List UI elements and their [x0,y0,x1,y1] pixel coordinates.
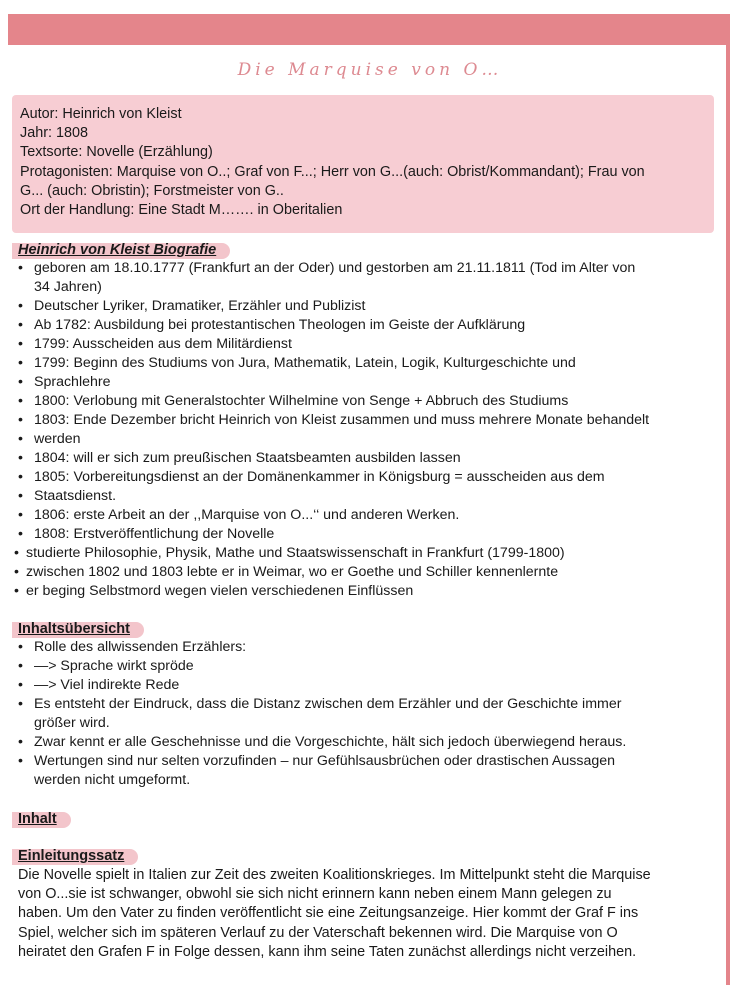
info-setting: Ort der Handlung: Eine Stadt M……. in Oberitalien [20,202,343,219]
list-item: • Wertungen sind nur selten vorzufinden – nur Gefühlsausbrüchen oder drastischen Aussagen [18,753,616,769]
list-item: • 1799: Ausscheiden aus dem Militärdienst [18,336,292,352]
header-bar [8,14,728,45]
list-item: • 1803: Ende Dezember bricht Heinrich von Kleist zusammen und muss mehrere Monate behandelt [18,412,650,428]
overview-list [12,638,728,790]
bullet-icon: • [18,317,23,333]
info-year: Jahr: 1808 [20,125,89,142]
intro-heading: Einleitungssatz [12,847,138,865]
list-item: • 1805: Vorbereitungsdienst an der Domänenkammer in Königsburg = ausscheiden aus dem [18,469,605,485]
bio-heading: Heinrich von Kleist Biografie [12,241,230,259]
intro-paragraph [18,866,718,962]
list-item: • Es entsteht der Eindruck, dass die Distanz zwischen dem Erzähler und der Geschichte immer [18,696,622,712]
list-item: 34 Jahren) [34,279,102,295]
list-item: • zwischen 1802 und 1803 lebte er in Weimar, wo er Goethe und Schiller kennenlernte [14,564,559,580]
content-section [12,810,728,828]
bullet-icon: • [18,677,23,693]
bullet-icon: • [18,734,23,750]
bullet-icon: • [14,545,19,561]
info-protagonists-cont: G... (auch: Obristin); Forstmeister von G.. [20,182,284,199]
list-item: werden nicht umgeformt. [34,772,191,788]
bullet-icon: • [18,507,23,523]
bullet-icon: • [18,336,23,352]
bullet-icon: • [18,355,23,371]
overview-heading: Inhaltsübersicht [12,620,144,638]
bio-list [12,259,728,601]
overview-section [12,620,728,790]
list-item: • 1806: erste Arbeit an der ,,Marquise von O...‘‘ und anderen Werken. [18,507,460,523]
intro-section [12,847,728,865]
bullet-icon: • [18,753,23,769]
bio-section [12,241,728,601]
bullet-icon: • [18,639,23,655]
list-item: • —> Viel indirekte Rede [18,677,180,693]
paragraph-line: von O...sie ist schwanger, obwohl sie sich nicht erinnern kann neben einem Mann gelegen zu [18,886,612,903]
bullet-icon: • [14,564,19,580]
list-item: • —> Sprache wirkt spröde [18,658,194,674]
list-item: • Zwar kennt er alle Geschehnisse und die Vorgeschichte, hält sich jedoch überwiegend heraus. [18,734,627,750]
list-item: • Staatsdienst. [18,488,117,504]
list-item: • Rolle des allwissenden Erzählers: [18,639,247,655]
content-heading: Inhalt [12,810,71,828]
list-item: • studierte Philosophie, Physik, Mathe und Staatswissenschaft in Frankfurt (1799-1800) [14,545,565,561]
info-box [12,95,714,233]
list-item: • Deutscher Lyriker, Dramatiker, Erzähler und Publizist [18,298,366,314]
paragraph-line: Spiel, welcher sich im späteren Verlauf zu der Vaterschaft bekennen wird. Die Marquise von O [18,924,618,941]
bullet-icon: • [18,431,23,447]
bullet-icon: • [18,696,23,712]
bullet-icon: • [18,412,23,428]
document-title: Die Marquise von O… [237,60,503,80]
bullet-icon: • [18,488,23,504]
bullet-icon: • [18,374,23,390]
paragraph-line: haben. Um den Vater zu finden veröffentlicht sie eine Zeitungsanzeige. Hier kommt der Graf F ins [18,905,639,922]
list-item: • 1799: Beginn des Studiums von Jura, Mathematik, Latein, Logik, Kulturgeschichte und [18,355,576,371]
list-item: • werden [18,431,81,447]
bullet-icon: • [18,450,23,466]
list-item: größer wird. [34,715,110,731]
list-item: • Sprachlehre [18,374,111,390]
list-item: • 1804: will er sich zum preußischen Staatsbeamten ausbilden lassen [18,450,461,466]
list-item: • Ab 1782: Ausbildung bei protestantischen Theologen im Geiste der Aufklärung [18,317,526,333]
bullet-icon: • [18,393,23,409]
info-protagonists: Protagonisten: Marquise von O..; Graf von F...; Herr von G...(auch: Obrist/Kommandant); Frau von [20,163,645,180]
bullet-icon: • [14,583,19,599]
list-item: • geboren am 18.10.1777 (Frankfurt an der Oder) und gestorben am 21.11.1811 (Tod im Alter von [18,260,636,276]
list-item: • 1800: Verlobung mit Generalstochter Wilhelmine von Senge + Abbruch des Studiums [18,393,569,409]
bullet-icon: • [18,658,23,674]
bullet-icon: • [18,260,23,276]
bullet-icon: • [18,469,23,485]
list-item: • 1808: Erstveröffentlichung der Novelle [18,526,275,542]
bullet-icon: • [18,526,23,542]
bullet-icon: • [18,298,23,314]
list-item: • er beging Selbstmord wegen vielen verschiedenen Einflüssen [14,583,414,599]
paragraph-line: Die Novelle spielt in Italien zur Zeit des zweiten Koalitionskrieges. Im Mittelpunkt steht die Marquise [18,867,651,883]
paragraph-line: heiratet den Grafen F in Folge dessen, kann ihm seine Taten zunächst allerdings nicht verzeihen. [18,943,637,960]
info-text-type: Textsorte: Novelle (Erzählung) [20,144,213,161]
info-author: Autor: Heinrich von Kleist [20,106,182,122]
